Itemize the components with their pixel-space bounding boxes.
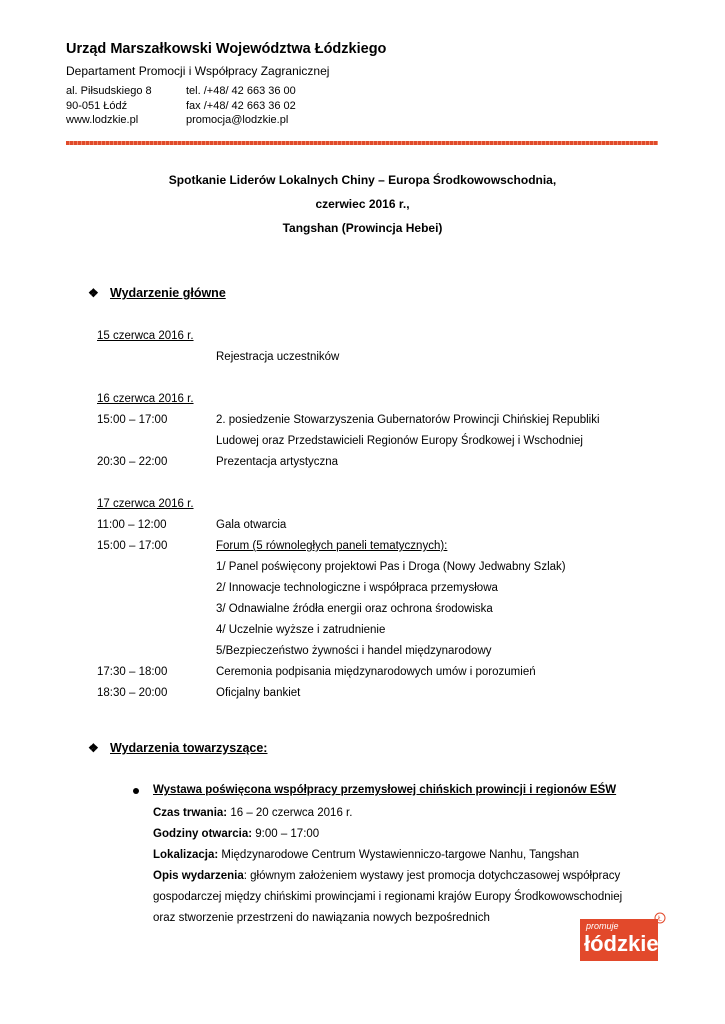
promuje-lodzkie-logo (580, 919, 658, 961)
main-event-heading (88, 286, 226, 300)
title-line: Tangshan (Prowincja Hebei) (282, 221, 443, 235)
detail-value: Międzynarodowe Centrum Wystawienniczo-targowe Nanhu, Tangshan (218, 849, 580, 861)
detail-label: Opis wydarzenia (153, 870, 244, 882)
section-heading-label: Wydarzenia towarzyszące: (110, 741, 268, 755)
detail-label: Czas trwania: (153, 807, 228, 819)
title-line: Spotkanie Liderów Lokalnych Chiny – Europa Środkowowschodnia, (168, 173, 557, 187)
forum-heading: Forum (5 równoległych paneli tematycznych): (216, 540, 448, 552)
diamond-bullet-icon: ❖ (88, 286, 99, 300)
exhibition-description-line: oraz stworzenie przestrzeni do nawiązania nowych bezpośrednich (153, 912, 490, 924)
phone-line: tel. /+48/ 42 663 36 00 (186, 85, 296, 97)
event-description: Ceremonia podpisania międzynarodowych umów i porozumień (216, 666, 536, 678)
event-time: 15:00 – 17:00 (97, 414, 168, 426)
region-mark-letter: Ł (658, 915, 662, 923)
event-time: 18:30 – 20:00 (97, 687, 168, 699)
event-date: 15 czerwca 2016 r. (97, 330, 194, 342)
section-heading-label: Wydarzenie główne (110, 286, 226, 300)
address-line: 90-051 Łódź (66, 99, 128, 112)
event-time: 17:30 – 18:00 (97, 666, 168, 678)
event-time: 11:00 – 12:00 (97, 519, 167, 531)
event-description: Rejestracja uczestników (216, 351, 340, 363)
detail-value: : głównym założeniem wystawy jest promocja dotychczasowej współpracy (243, 870, 621, 882)
title-line: czerwiec 2016 r., (315, 197, 410, 211)
organization-name: Urząd Marszałkowski Województwa Łódzkiego (66, 41, 387, 57)
forum-panel-item: 5/Bezpieczeństwo żywności i handel międzynarodowy (216, 645, 492, 657)
department-name: Departament Promocji i Współpracy Zagranicznej (66, 64, 330, 78)
fax-line: fax /+48/ 42 663 36 02 (186, 99, 296, 112)
website-link[interactable]: www.lodzkie.pl (66, 114, 139, 126)
address-line: al. Piłsudskiego 8 (66, 85, 152, 97)
exhibition-description-line: gospodarczej między chińskimi prowincjami i regionami krajów Europy Środkowowschodniej (153, 891, 623, 903)
exhibition-description (153, 870, 620, 882)
logo-big-text: łódzkie (584, 931, 659, 956)
side-events-heading (88, 741, 267, 755)
event-time: 20:30 – 22:00 (97, 456, 168, 468)
exhibition-title: Wystawa poświęcona współpracy przemysłowej chińskich prowincji i regionów EŚW (153, 784, 617, 796)
document-title (0, 168, 725, 240)
event-description: Gala otwarcia (216, 519, 287, 531)
detail-value: 16 – 20 czerwca 2016 r. (227, 807, 353, 819)
forum-panel-item: 1/ Panel poświęcony projektowi Pas i Droga (Nowy Jedwabny Szlak) (216, 561, 566, 573)
event-date: 17 czerwca 2016 r. (97, 498, 194, 510)
contact-block (186, 84, 296, 128)
round-bullet-icon (132, 787, 140, 795)
detail-value: 9:00 – 17:00 (252, 828, 320, 840)
forum-panel-item: 3/ Odnawialne źródła energii oraz ochrona środowiska (216, 603, 493, 615)
event-description: Prezentacja artystyczna (216, 456, 339, 468)
event-description: Oficjalny bankiet (216, 687, 301, 699)
exhibition-location (153, 849, 579, 861)
forum-panel-item: 4/ Uczelnie wyższe i zatrudnienie (216, 624, 386, 636)
logo-small-text: promuje (586, 921, 619, 931)
header-divider (66, 141, 658, 145)
exhibition-hours (153, 828, 319, 840)
exhibition-duration (153, 807, 352, 819)
address-block (66, 84, 152, 128)
diamond-bullet-icon: ❖ (88, 741, 99, 755)
detail-label: Lokalizacja: (153, 849, 219, 861)
event-date: 16 czerwca 2016 r. (97, 393, 194, 405)
email-link[interactable]: promocja@lodzkie.pl (186, 114, 289, 126)
forum-panel-item: 2/ Innowacje technologiczne i współpraca przemysłowa (216, 582, 498, 594)
detail-label: Godziny otwarcia: (153, 828, 253, 840)
event-description: 2. posiedzenie Stowarzyszenia Gubernatorów Prowincji Chińskiej Republiki (216, 414, 600, 426)
event-time: 15:00 – 17:00 (97, 540, 168, 552)
event-description: Ludowej oraz Przedstawicieli Regionów Europy Środkowej i Wschodniej (216, 435, 583, 447)
